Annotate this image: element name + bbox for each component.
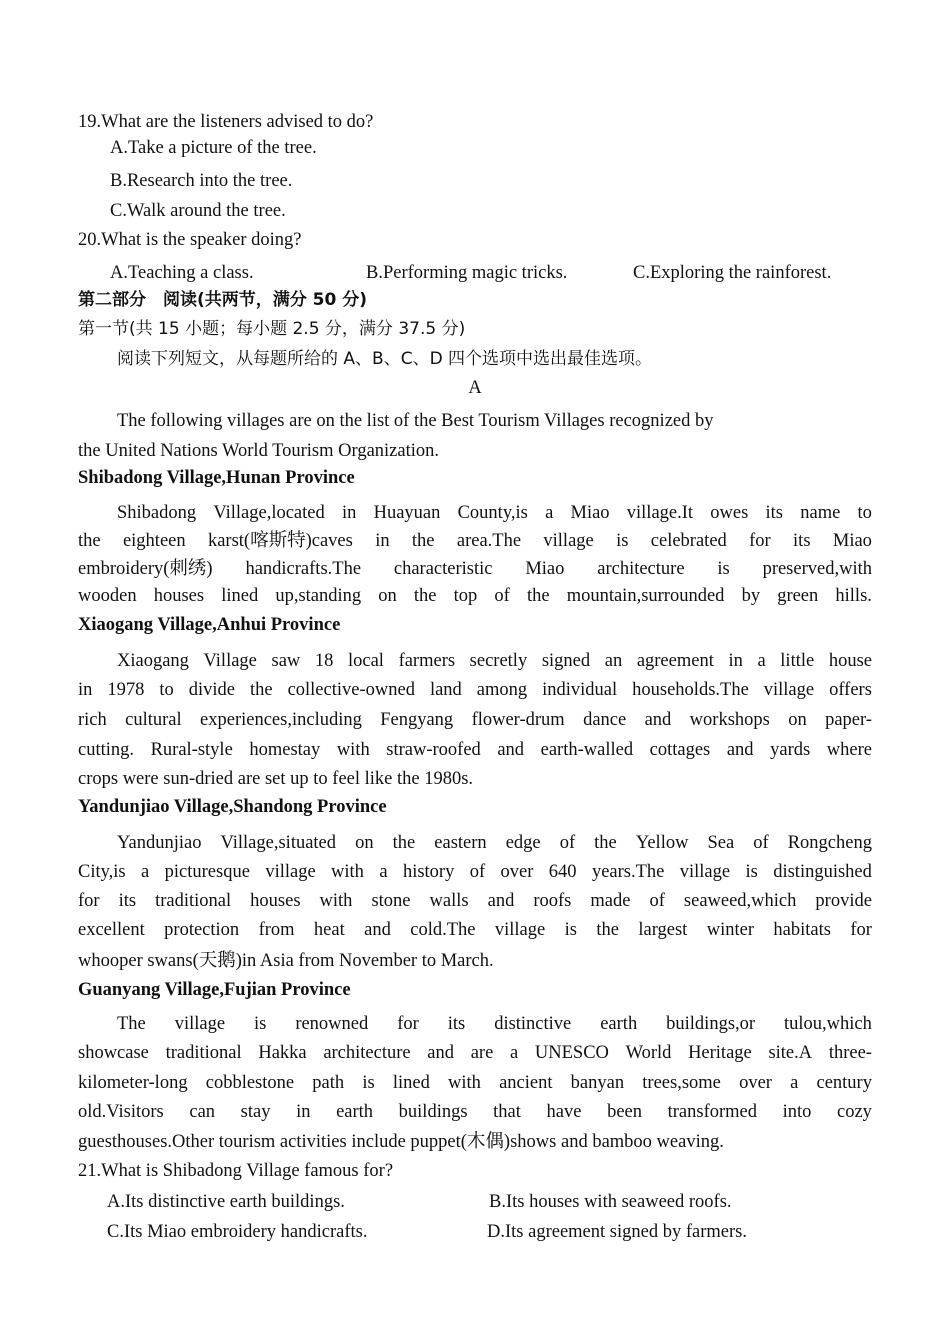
paragraph-line <box>117 504 872 523</box>
word: its <box>447 1014 466 1034</box>
word: preserved,with <box>762 559 872 579</box>
word: over <box>739 1073 772 1093</box>
word: and <box>487 891 515 911</box>
word: distinctive <box>494 1014 572 1034</box>
word: green <box>777 586 819 606</box>
q21-option-b: B.Its houses with seaweed roofs. <box>489 1192 732 1212</box>
word: Xiaogang <box>117 651 189 671</box>
paragraph-line <box>78 921 872 940</box>
word: three- <box>828 1043 872 1063</box>
word: farmers <box>398 651 456 671</box>
word: households.The <box>632 680 749 700</box>
word: village <box>494 920 546 940</box>
section1-heading: 第一节(共 15 小题；每小题 2.5 分，满分 37.5 分) <box>78 319 466 339</box>
word: of <box>753 833 769 853</box>
word: County,is <box>457 503 528 523</box>
word: path <box>312 1073 345 1093</box>
word: Hakka <box>258 1043 307 1063</box>
word: an <box>604 651 623 671</box>
q20-option-a: A.Teaching a class. <box>110 263 254 283</box>
word: Fengyang <box>380 710 454 730</box>
word: history <box>402 862 455 882</box>
word: flower-drum <box>471 710 565 730</box>
word: a <box>757 651 766 671</box>
paragraph-line <box>78 711 872 730</box>
word: mountain,surrounded <box>566 586 725 606</box>
word: of <box>559 833 576 853</box>
word: a <box>790 1073 799 1093</box>
village-title-yandunjiao: Yandunjiao Village,Shandong Province <box>78 797 387 817</box>
paragraph-line <box>78 560 872 579</box>
word: village <box>265 862 316 882</box>
word: village <box>174 1014 226 1034</box>
q19-question: 19.What are the listeners advised to do? <box>78 112 374 132</box>
paragraph-last-line: crops were sun-dried are set up to feel like the 1980s. <box>78 769 474 789</box>
word: agreement <box>636 651 714 671</box>
q20-option-b: B.Performing magic tricks. <box>366 263 568 283</box>
word: are <box>470 1043 494 1063</box>
word: renowned <box>295 1014 369 1034</box>
word: earth-walled <box>540 740 634 760</box>
word: village <box>543 531 594 551</box>
word: that <box>493 1102 521 1122</box>
word: stay <box>240 1102 271 1122</box>
word: for <box>850 920 872 940</box>
word: years.The <box>591 862 665 882</box>
word: village <box>763 680 815 700</box>
village-title-shibadong: Shibadong Village,Hunan Province <box>78 468 355 488</box>
paragraph-line <box>78 532 872 551</box>
word: architecture <box>597 559 685 579</box>
word: cultural <box>125 710 182 730</box>
word: excellent <box>78 920 145 940</box>
word: in <box>375 531 390 551</box>
word: the <box>411 531 435 551</box>
word: earth <box>336 1102 374 1122</box>
word: area.The <box>456 531 522 551</box>
word: Sea <box>707 833 735 853</box>
intro-line-2: the United Nations World Tourism Organization. <box>78 441 440 461</box>
word: over <box>500 862 534 882</box>
word: top <box>453 586 478 606</box>
word: its <box>793 531 811 551</box>
word: hills. <box>835 586 872 606</box>
word: cold.The <box>410 920 476 940</box>
word: been <box>607 1102 642 1122</box>
word: buildings <box>398 1102 468 1122</box>
word: is <box>362 1073 375 1093</box>
word: of <box>649 891 665 911</box>
word: by <box>741 586 761 606</box>
part2-heading: 第二部分 阅读(共两节，满分 50 分) <box>78 290 368 310</box>
word: on <box>378 586 397 606</box>
word: Village,situated <box>220 833 337 853</box>
word: transformed <box>667 1102 757 1122</box>
word: site.A <box>768 1043 813 1063</box>
word: the <box>249 680 273 700</box>
q20-question: 20.What is the speaker doing? <box>78 230 302 250</box>
word: UNESCO <box>534 1043 609 1063</box>
q21-option-d: D.Its agreement signed by farmers. <box>487 1222 747 1242</box>
word: its <box>765 503 784 523</box>
word: for <box>397 1014 419 1034</box>
word: Village,located <box>213 503 325 523</box>
word: Village <box>203 651 257 671</box>
word: is <box>717 559 730 579</box>
word: seaweed,which <box>683 891 797 911</box>
word: and <box>497 740 525 760</box>
word: World <box>625 1043 672 1063</box>
word: to <box>857 503 872 523</box>
word: and <box>427 1043 455 1063</box>
word: village <box>679 862 731 882</box>
paragraph-last-line: whooper swans(天鹅)in Asia from November to March. <box>78 951 494 971</box>
word: protection <box>164 920 240 940</box>
word: in <box>341 503 357 523</box>
word: Yandunjiao <box>117 833 202 853</box>
word: cutting. <box>78 740 135 760</box>
word: and <box>726 740 754 760</box>
word: the <box>413 586 437 606</box>
word: embroidery(刺绣) <box>78 559 213 579</box>
word: in <box>296 1102 311 1122</box>
word: trees,some <box>642 1073 721 1093</box>
word: tulou,which <box>784 1014 872 1034</box>
word: houses <box>250 891 301 911</box>
word: a <box>545 503 554 523</box>
q19-option-b: B.Research into the tree. <box>110 171 293 191</box>
word: Miao <box>832 531 872 551</box>
word: old.Visitors <box>78 1102 164 1122</box>
word: stone <box>371 891 411 911</box>
word: Rural-style <box>150 740 233 760</box>
word: kilometer-long <box>78 1073 188 1093</box>
word: largest <box>638 920 688 940</box>
word: paper- <box>825 710 872 730</box>
word: the <box>392 833 416 853</box>
q21-option-c: C.Its Miao embroidery handicrafts. <box>107 1222 368 1242</box>
word: Heritage <box>688 1043 752 1063</box>
word: have <box>546 1102 582 1122</box>
word: can <box>189 1102 216 1122</box>
word: wooden <box>78 586 137 606</box>
word: with <box>336 740 370 760</box>
word: provide <box>815 891 872 911</box>
q19-option-c: C.Walk around the tree. <box>110 201 286 221</box>
paragraph-line <box>117 652 872 671</box>
word: heat <box>313 920 345 940</box>
village-title-xiaogang: Xiaogang Village,Anhui Province <box>78 615 341 635</box>
word: distinguished <box>773 862 872 882</box>
word: is <box>745 862 758 882</box>
word: eighteen <box>122 531 186 551</box>
word: saw <box>271 651 301 671</box>
word: made <box>590 891 631 911</box>
word: for <box>749 531 771 551</box>
intro-line-1: The following villages are on the list of the Best Tourism Villages recognized by <box>117 411 714 431</box>
paragraph-line <box>78 1044 872 1063</box>
word: 18 <box>314 651 334 671</box>
q19-option-a: A.Take a picture of the tree. <box>110 138 317 158</box>
word: lined <box>392 1073 430 1093</box>
word: rich <box>78 710 107 730</box>
word: to <box>159 680 174 700</box>
word: traditional <box>155 891 232 911</box>
word: a <box>379 862 388 882</box>
word: City,is <box>78 862 126 882</box>
word: is <box>616 531 629 551</box>
word: traditional <box>165 1043 242 1063</box>
word: showcase <box>78 1043 149 1063</box>
word: dance <box>583 710 627 730</box>
paragraph-line <box>78 741 872 760</box>
word: characteristic <box>393 559 493 579</box>
word: ancient <box>499 1073 553 1093</box>
paragraph-line <box>78 863 872 882</box>
word: individual <box>542 680 618 700</box>
paragraph-line <box>117 1015 872 1034</box>
word: among <box>476 680 528 700</box>
word: walls <box>429 891 469 911</box>
word: is <box>254 1014 267 1034</box>
word: handicrafts.The <box>245 559 362 579</box>
word: century <box>816 1073 872 1093</box>
word: and <box>364 920 391 940</box>
word: architecture <box>323 1043 411 1063</box>
word: divide <box>188 680 235 700</box>
word: offers <box>829 680 872 700</box>
word: little <box>780 651 815 671</box>
word: Rongcheng <box>787 833 872 853</box>
word: of <box>494 586 510 606</box>
paragraph-line <box>78 1074 872 1093</box>
word: the <box>594 833 617 853</box>
q20-option-c: C.Exploring the rainforest. <box>633 263 832 283</box>
word: 640 <box>548 862 577 882</box>
word: earth <box>600 1014 638 1034</box>
word: land <box>429 680 462 700</box>
word: lined <box>221 586 259 606</box>
paragraph-last-line: guesthouses.Other tourism activities include puppet(木偶)shows and bamboo weaving. <box>78 1132 724 1152</box>
word: Shibadong <box>117 503 197 523</box>
word: village.It <box>626 503 694 523</box>
word: is <box>564 920 577 940</box>
word: karst(喀斯特)caves <box>207 531 353 551</box>
word: collective-owned <box>287 680 415 700</box>
word: roofs <box>533 891 572 911</box>
word: homestay <box>249 740 321 760</box>
word: local <box>348 651 384 671</box>
word: Huayuan <box>373 503 441 523</box>
word: cottages <box>649 740 711 760</box>
word: from <box>258 920 295 940</box>
passage-label: A <box>468 378 482 398</box>
word: banyan <box>570 1073 625 1093</box>
word: the <box>526 586 550 606</box>
word: name <box>800 503 841 523</box>
paragraph-line <box>78 681 872 700</box>
village-title-guanyang: Guanyang Village,Fujian Province <box>78 980 351 1000</box>
reading-instruction: 阅读下列短文，从每题所给的 A、B、C、D 四个选项中选出最佳选项。 <box>117 349 653 369</box>
word: on <box>788 710 807 730</box>
word: in <box>728 651 743 671</box>
word: The <box>117 1014 146 1034</box>
word: for <box>78 891 100 911</box>
word: straw-roofed <box>386 740 481 760</box>
word: eastern <box>434 833 487 853</box>
word: the <box>596 920 619 940</box>
word: owes <box>710 503 749 523</box>
word: Yellow <box>635 833 689 853</box>
word: cozy <box>837 1102 872 1122</box>
word: habitats <box>773 920 831 940</box>
word: into <box>782 1102 812 1122</box>
word: picturesque <box>164 862 250 882</box>
word: houses <box>153 586 205 606</box>
word: cobblestone <box>205 1073 295 1093</box>
word: Miao <box>525 559 565 579</box>
word: with <box>331 862 364 882</box>
word: up,standing <box>275 586 362 606</box>
paragraph-line <box>78 587 872 606</box>
word: yards <box>770 740 811 760</box>
word: the <box>78 531 101 551</box>
word: a <box>509 1043 519 1063</box>
word: house <box>828 651 872 671</box>
paragraph-line <box>78 892 872 911</box>
q21-option-a: A.Its distinctive earth buildings. <box>107 1192 345 1212</box>
word: with <box>448 1073 481 1093</box>
word: secretly <box>469 651 528 671</box>
word: experiences,including <box>200 710 362 730</box>
word: and <box>644 710 672 730</box>
word: its <box>118 891 137 911</box>
q21-question: 21.What is Shibadong Village famous for? <box>78 1161 394 1181</box>
word: workshops <box>689 710 770 730</box>
word: a <box>141 862 150 882</box>
word: with <box>319 891 353 911</box>
word: in <box>78 680 93 700</box>
word: 1978 <box>107 680 145 700</box>
word: winter <box>706 920 754 940</box>
paragraph-line <box>117 834 872 853</box>
word: of <box>469 862 486 882</box>
word: signed <box>541 651 591 671</box>
paragraph-line <box>78 1103 872 1122</box>
word: edge <box>505 833 541 853</box>
word: Miao <box>570 503 610 523</box>
word: on <box>355 833 374 853</box>
word: buildings,or <box>666 1014 756 1034</box>
word: celebrated <box>650 531 727 551</box>
word: where <box>826 740 872 760</box>
